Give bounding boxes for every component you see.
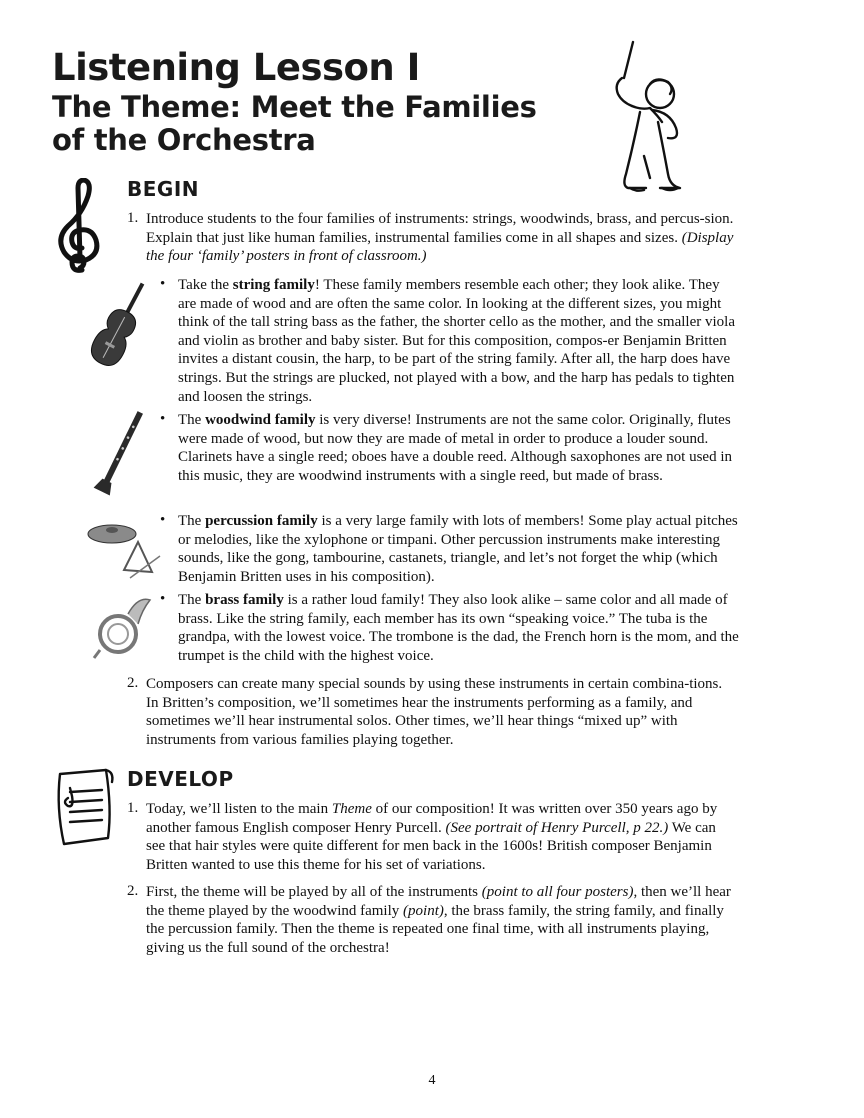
bullet-dot: • bbox=[160, 411, 166, 427]
sheet-music-icon bbox=[52, 768, 118, 848]
lesson-subtitle-line1: The Theme: Meet the Families bbox=[52, 90, 537, 124]
develop-heading: DEVELOP bbox=[127, 767, 234, 791]
page-number: 4 bbox=[428, 1073, 436, 1088]
begin-item1-text: Introduce students to the four families of instruments: strings, woodwinds, brass, and percus-sion. Explain that just like human families, instrumental families come in all shapes and sizes. (Display the four ‘family’ posters in front of classroom.) bbox=[146, 211, 734, 265]
develop-item2-text: First, the theme will be played by all of the instruments (point to all four posters), then we’ll hear the theme played by the woodwind family (point), the brass family, the string family, and finally the percussion family. Then the theme is repeated one final time, with all instruments playing, giving us the full sound of the orchestra! bbox=[146, 884, 731, 956]
lesson-title: Listening Lesson I bbox=[52, 46, 420, 89]
begin-heading: BEGIN bbox=[127, 177, 200, 201]
cymbal-triangle-icon bbox=[86, 512, 166, 580]
conductor-icon bbox=[600, 38, 690, 196]
french-horn-icon bbox=[92, 594, 152, 664]
bullet-dot: • bbox=[160, 276, 166, 292]
bullet-dot: • bbox=[160, 512, 166, 528]
brass-family-text: The brass family is a rather loud family! They also look alike – same color and all made of brass. Like the string family, each member has its own “speaking voice.” The tuba is the grandpa, with the lowest voice. The trombone is the dad, the French horn is the mom, and the trumpet is the child with the highest voice. bbox=[178, 592, 739, 664]
begin-item1-number: 1. bbox=[127, 210, 139, 226]
violin-icon bbox=[88, 276, 152, 376]
lesson-subtitle-line2: of the Orchestra bbox=[52, 123, 316, 157]
clarinet-icon bbox=[92, 404, 150, 500]
woodwind-family-text: The woodwind family is very diverse! Instruments are not the same color. Originally, flutes were made of wood, but now they are made of metal in order to produce a louder sound. Clarinets have a single reed; oboes have a double reed. Although saxophones are not used in this music, they are woodwind instruments with a single reed, but made of brass. bbox=[178, 412, 733, 484]
develop-item1-number: 1. bbox=[127, 800, 139, 816]
bullet-dot: • bbox=[160, 591, 166, 607]
percussion-family-text: The percussion family is a very large family with lots of members! Some play actual pitches or melodies, like the xylophone or timpani. Other percussion instruments make interesting sounds, like the gong, tambourine, castanets, triangle, and let’s not forget the whip (which Benjamin Britten uses in his composition). bbox=[178, 513, 738, 585]
treble-clef-icon bbox=[56, 178, 106, 274]
develop-item2-number: 2. bbox=[127, 883, 139, 899]
develop-item1-text: Today, we’ll listen to the main Theme of our composition! It was written over 350 years ago by another famous English composer Henry Purcell. (See portrait of Henry Purcell, p 22.) We can see that hair styles were quite different for men back in the 1600s! British composer Benjamin Britten wanted to use this theme for his set of variations. bbox=[146, 801, 718, 873]
begin-item2-text: Composers can create many special sounds by using these instruments in certain combina-tions. In Britten’s composition, we’ll sometimes hear the instruments performing as a family, and sometimes we’ll hear instrumental solos. Other times, we’ll hear things “mixed up” with instruments from various families playing together. bbox=[146, 676, 723, 748]
begin-item1-note: (Display the four ‘family’ posters in front of classroom.) bbox=[146, 229, 734, 265]
begin-item2-number: 2. bbox=[127, 675, 139, 691]
string-family-text: Take the string family! These family members resemble each other; they look alike. They are made of wood and are often the same color. In looking at the different sizes, you might think of the tall string bass as the father, the shorter cello as the mother, and the smaller viola and violin as brother and baby sister. But for this composition, compos-er Benjamin Britten invites a distant cousin, the harp, to be part of the string family. After all, the harp does have strings. But the strings are plucked, not played with a bow, and the harp has pedals to tighten and loosen the strings. bbox=[178, 277, 735, 405]
